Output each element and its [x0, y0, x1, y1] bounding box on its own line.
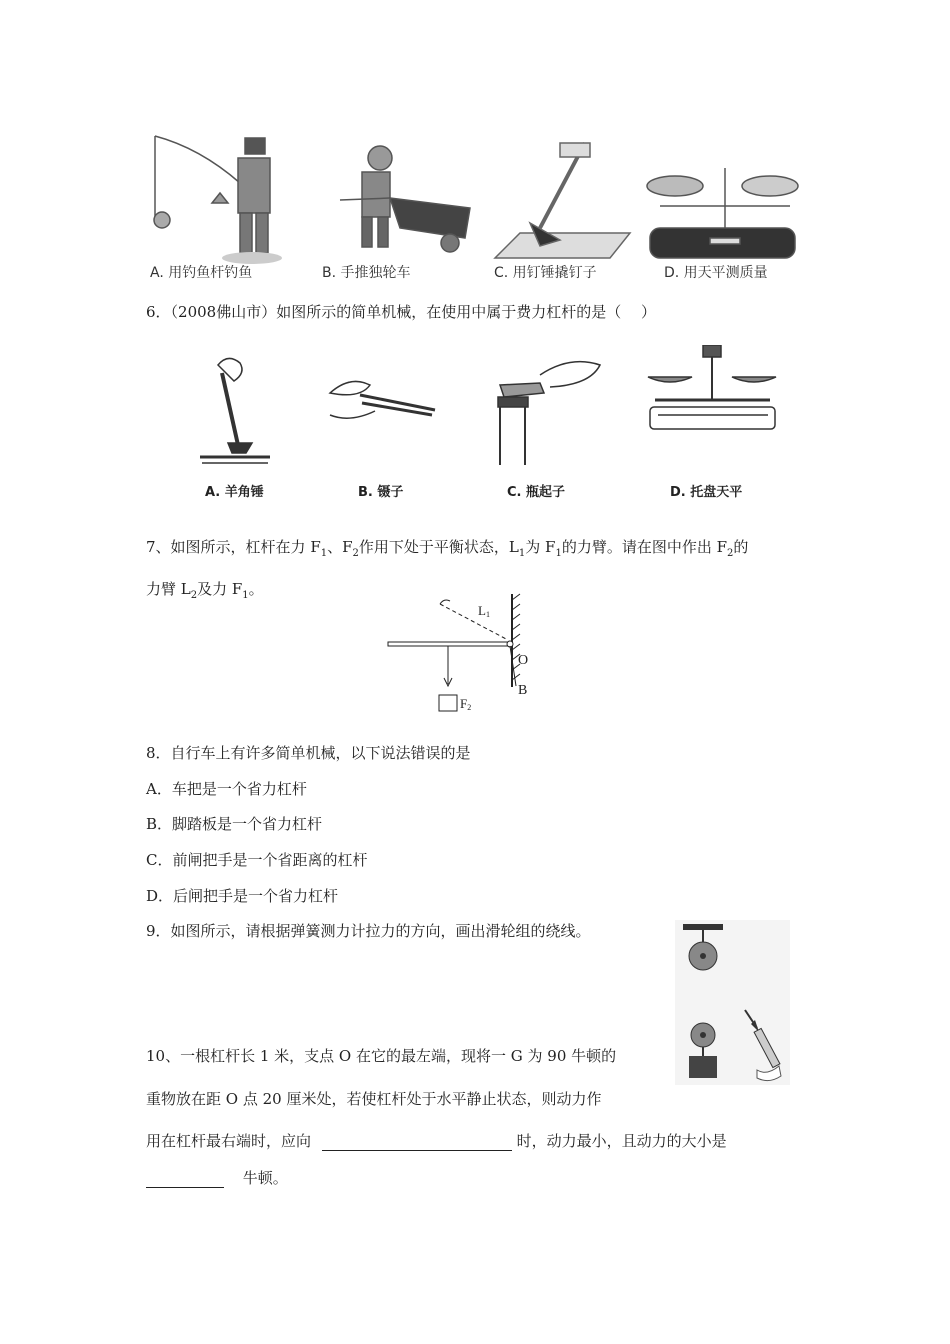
pulley-svg	[675, 920, 790, 1085]
q5-option-b-caption: B. 手推独轮车	[322, 265, 411, 281]
q6-option-d-caption: D. 托盘天平	[670, 485, 743, 500]
l1-dashed-line	[440, 604, 508, 640]
label-l1: L1	[478, 603, 490, 619]
sheep-horn-hammer-illustration	[200, 358, 270, 463]
q8-option-c: C．前闸把手是一个省距离的杠杆	[146, 851, 368, 869]
q5-option-c-caption: C. 用钉锤撬钉子	[494, 265, 597, 281]
tray-balance-illustration	[648, 345, 776, 429]
q6-option-c-caption: C. 瓶起子	[507, 485, 566, 500]
q7-stem-line1: 7、如图所示，杠杆在力 $F_1$、$F_2$作用下处于平衡状态，$L_1$为 $F_1$的力臂。请在图中作出 $F_2$的	[146, 538, 749, 559]
label-f2: F2	[460, 696, 472, 712]
q10-direction-blank[interactable]	[322, 1134, 512, 1151]
q6-stem: 6．（2008佛山市）如图所示的简单机械，在使用中属于费力杠杆的是（ ）	[146, 303, 656, 321]
q10-force-blank[interactable]	[146, 1171, 224, 1188]
q10-line2: 重物放在距 O 点 20 厘米处，若使杠杆处于水平静止状态，则动力作	[146, 1090, 602, 1108]
q8-stem: 8．自行车上有许多简单机械，以下说法错误的是	[146, 744, 471, 762]
lever-diagram-svg	[380, 592, 540, 718]
q9-pulley-figure	[675, 920, 790, 1085]
q5-option-d-caption: D. 用天平测质量	[664, 265, 768, 281]
q10-line3: 用在杠杆最右端时，应向 时，动力最小，且动力的大小是	[146, 1132, 727, 1150]
q7-lever-diagram	[380, 592, 540, 718]
q6-option-a-caption: A. 羊角锤	[205, 485, 264, 500]
lever-bar	[388, 642, 510, 646]
tweezers-illustration	[330, 381, 435, 418]
hanging-weight	[689, 1056, 717, 1078]
q9-stem: 9．如图所示，请根据弹簧测力计拉力的方向，画出滑轮组的绕线。	[146, 922, 591, 940]
q10-line1: 10、一根杠杆长 1 米，支点 O 在它的最左端，现将一 G 为 90 牛顿的	[146, 1047, 617, 1065]
balance-illustration	[647, 168, 798, 258]
q8-option-b: B．脚踏板是一个省力杠杆	[146, 815, 323, 833]
q6-option-b-caption: B. 镊子	[358, 485, 404, 500]
q7-stem-line2: 力臂 $L_2$及力 $F_1$。	[146, 580, 264, 601]
claw-hammer-illustration	[495, 143, 630, 258]
l1-bracket	[440, 600, 450, 604]
q10-line4: 牛顿。	[146, 1168, 288, 1188]
q8-option-d: D．后闸把手是一个省力杠杆	[146, 887, 339, 905]
fishing-illustration	[154, 136, 282, 264]
q8-option-a: A．车把是一个省力杠杆	[146, 780, 307, 798]
q6-figure-strip	[180, 345, 800, 475]
f2-weight-box	[439, 695, 457, 711]
q6-illustrations	[180, 345, 800, 475]
wheelbarrow-illustration	[340, 146, 470, 252]
bottle-opener-illustration	[498, 362, 600, 465]
ceiling-mount	[683, 924, 723, 930]
label-b: B	[518, 683, 528, 698]
q5-option-a-caption: A. 用钓鱼杆钓鱼	[150, 265, 253, 281]
label-o: O	[518, 653, 529, 668]
